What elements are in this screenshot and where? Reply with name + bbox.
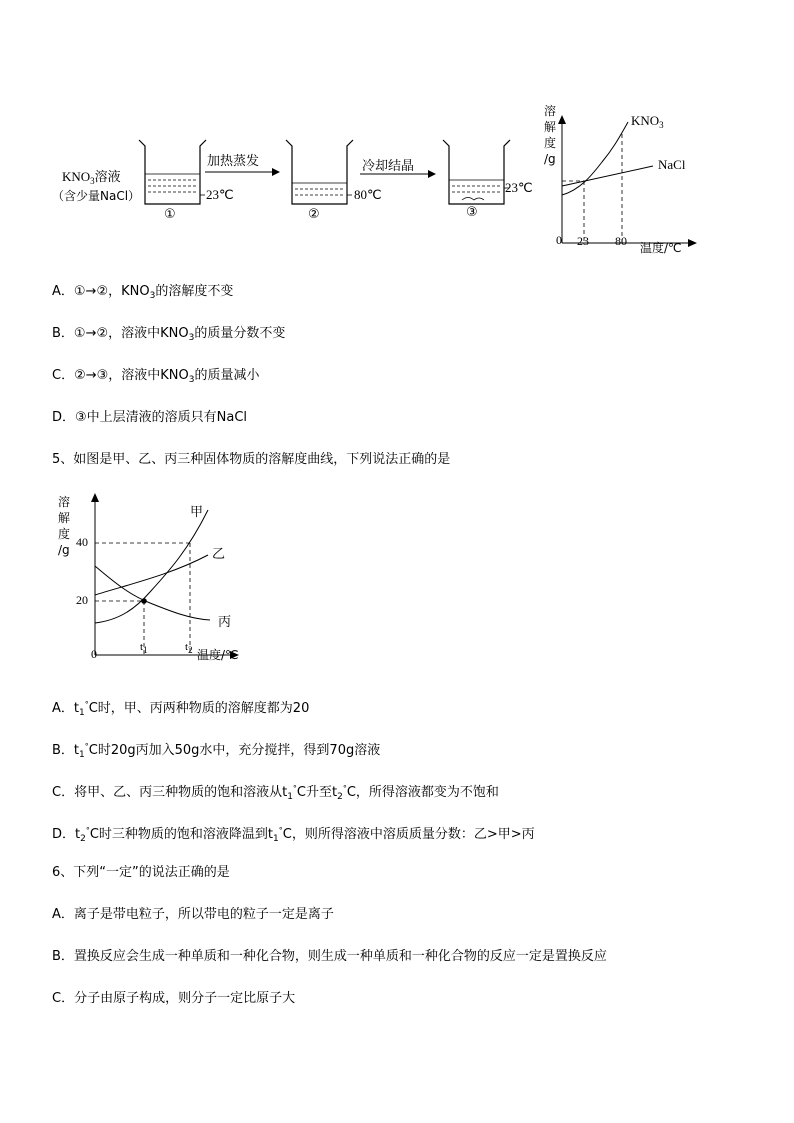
q5-ytick-40: 40 [76,535,88,549]
q6-option-b: B．置换反应会生成一种单质和一种化合物，则生成一种单质和一种化合物的反应一定是置换反应 [52,949,607,964]
nacl-curve [562,166,653,186]
temp-3: 23℃ [505,180,533,195]
ylabel-char: 溶 [544,104,557,118]
sub: 1 [79,708,85,718]
q6-stem: 6、下列“一定”的说法正确的是 [52,865,230,880]
impurity-label: （含少量NaCl） [52,189,141,203]
deg: ° [292,784,297,793]
q5-ytick-20: 20 [76,593,88,607]
step-cool-label: 冷却结晶 [362,159,415,174]
q6-option-c: C．分子由原子构成，则分子一定比原子大 [52,991,296,1006]
solubility-graph-1 [558,115,697,247]
kno3-sub: 3 [659,120,664,130]
ylabel-char: 溶 [58,495,71,509]
option-text: C．将甲、乙、丙三种物质的饱和溶液从t [52,785,288,800]
q5-stem: 5、如图是甲、乙、丙三种固体物质的溶解度曲线，下列说法正确的是 [52,452,451,467]
q5-ylabel [58,494,70,558]
graph1-xlabel: 温度/℃ [640,241,682,255]
process-drawing [0,0,794,260]
t-sub: 2 [188,645,193,655]
sub: 2 [80,834,86,844]
solution-text: 溶液 [94,169,121,184]
q5-tick-t2 [185,641,193,655]
option-text: 的质量分数不变 [194,326,286,341]
sub: 1 [79,750,85,760]
q4-option-a [52,283,233,305]
t-sub: 1 [143,645,148,655]
sub3: 3 [188,333,195,343]
ylabel-char: 度 [58,527,71,541]
ylabel-char: 解 [58,511,71,525]
option-text: C．②→③，溶液中KNO [52,368,189,383]
curve-bing [95,566,210,620]
option-text: C时三种物质的饱和溶液降温到t [89,827,274,842]
kno3-text: KNO [631,113,660,128]
graph1-nacl-label: NaCl [658,157,686,172]
option-text: A．t [52,701,79,716]
label-bing: 丙 [218,615,232,630]
deg: ° [84,700,89,709]
sub3: 3 [188,375,195,385]
ylabel-char: /g [58,543,70,557]
temp-2: 80℃ [354,187,382,202]
q4-option-d: D．③中上层清液的溶质只有NaCl [52,410,248,425]
ylabel-char: 解 [544,120,557,134]
q5-option-a [52,696,309,722]
curve-yi [95,555,208,595]
deg: ° [342,784,347,793]
q5-option-d [52,822,535,848]
sub: 2 [337,792,343,802]
sub: 1 [273,834,279,844]
t-text: t [185,641,189,653]
deg: ° [278,826,283,835]
q4-option-b [52,325,285,347]
q5-option-c [52,780,499,806]
graph1-kno3-label [631,113,664,130]
option-text: C升至t [296,785,338,800]
beaker-2 [286,140,353,204]
option-text: B．t [52,743,80,758]
option-text: C时20g丙加入50g水中，充分搅拌，得到70g溶液 [88,743,381,758]
option-text: C，所得溶液都变为不饱和 [346,785,499,800]
label-jia: 甲 [190,505,204,520]
ylabel-char: 度 [544,136,557,150]
label-2: ② [308,207,320,222]
beaker-1 [139,140,206,204]
q4-option-c [52,367,260,389]
option-text: D．t [52,827,81,842]
graph1-tick-23: 23 [577,234,589,248]
kno3-text: KNO [62,169,91,184]
q5-option-b [52,738,380,764]
q5-graph-svg [0,480,300,670]
kno3-sub: 3 [90,176,95,186]
q6-option-a: A．离子是带电粒子，所以带电的粒子一定是离子 [52,907,334,922]
sub3: 3 [149,291,156,301]
t-text: t [140,641,144,653]
graph1-origin: 0 [556,233,562,247]
ylabel-char: /g [544,152,556,166]
option-text: C，则所得溶液中溶质质量分数：乙>甲>丙 [282,827,535,842]
step-heat-label: 加热蒸发 [207,154,260,169]
q5-tick-t1 [140,641,148,655]
deg: ° [84,742,89,751]
label-3: ③ [466,205,478,220]
option-text: B．①→②，溶液中KNO [52,326,189,341]
label-yi: 乙 [212,547,226,562]
label-1: ① [164,207,176,222]
deg: ° [85,826,90,835]
temp-1: 23℃ [206,187,234,202]
q5-xlabel: 温度/℃ [197,648,239,662]
graph1-tick-80: 80 [615,234,627,248]
option-text: 的质量减小 [194,368,260,383]
intersection-point [141,598,147,604]
q5-origin: 0 [91,647,97,661]
option-text: 的溶解度不变 [155,284,234,299]
option-text: C时，甲、丙两种物质的溶解度都为20 [88,701,310,716]
curve-jia [95,510,208,623]
beaker-3 [443,140,510,204]
sub: 1 [287,792,293,802]
option-text: A．①→②，KNO [52,284,150,299]
graph1-ylabel [544,103,556,167]
